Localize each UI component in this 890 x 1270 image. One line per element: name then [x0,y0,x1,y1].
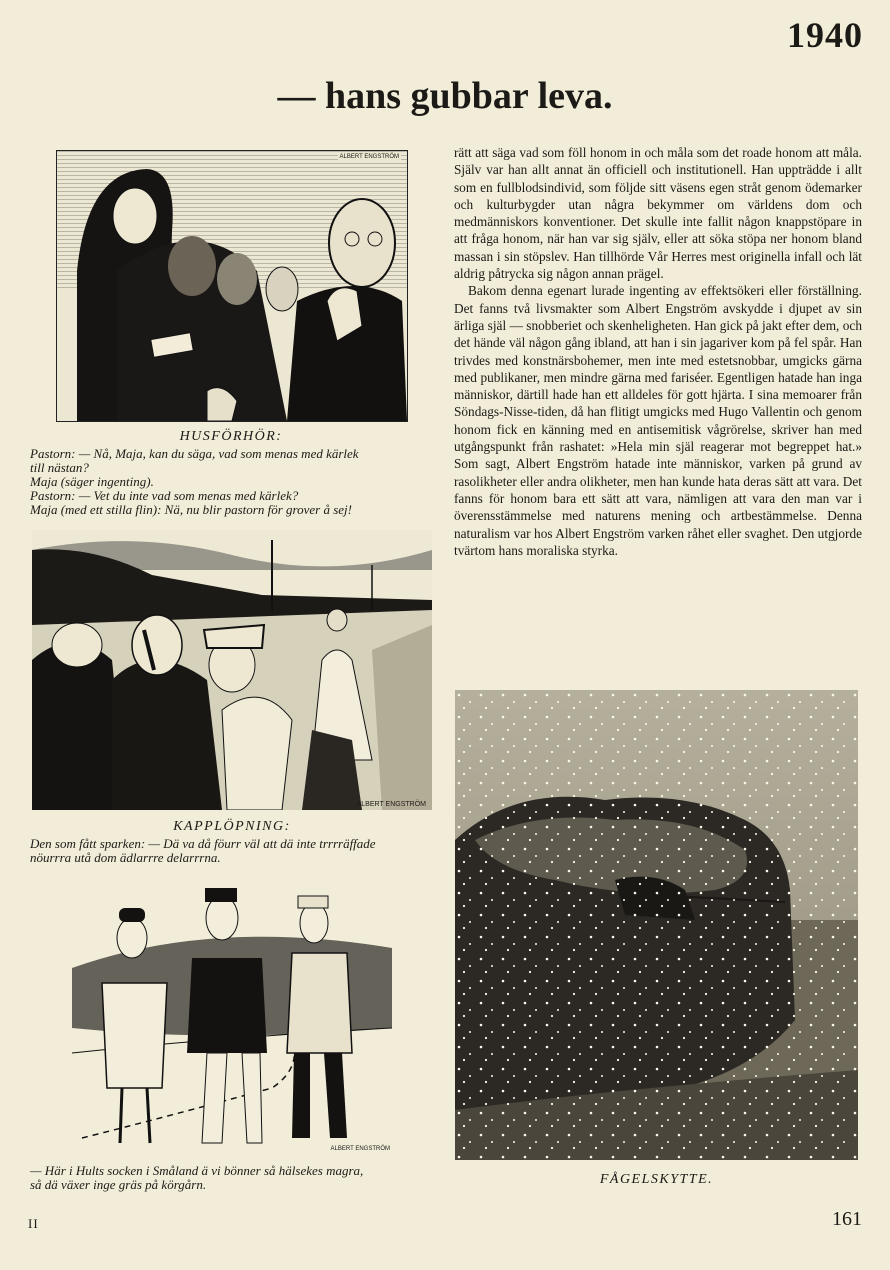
husforhor-line: till nästan? [30,460,89,475]
kapplopning-signature: ALBERT ENGSTRÖM [356,801,426,808]
illustration-hults-socken [62,878,400,1158]
fagelskytte-caption-title: FÅGELSKYTTE. [599,1172,714,1187]
body-text [454,144,862,559]
husforhor-line: Maja (säger ingenting). [30,474,154,489]
husforhor-caption [30,447,435,517]
hults-line: så dä växer inge gräs på körgårn. [30,1177,207,1192]
hults-drawing [62,878,400,1158]
husforhor-line: Maja (med ett stilla flin): Nä, nu blir pastorn för grover å sej! [30,502,352,517]
husforhor-line: Pastorn: — Vet du inte vad som menas med kärlek? [30,488,299,503]
kapplopning-caption [30,837,435,865]
husforhor-line: Pastorn: — Nå, Maja, kan du säga, vad som menas med kärlek [30,446,359,461]
year-heading: 1940 [787,15,863,55]
hults-caption [30,1164,435,1192]
kapplopning-line: Den som fått sparken: — Dä va då föurr väl att dä inte trrrräffade [30,836,376,851]
body-paragraph: rätt att säga vad som föll honom in och måla som det roade honom att måla. Själv var han allt annat än officiell och institutionell. Han uppträdde i allt som en fullblodsindivid, som följde sitt väsens egen stråt genom ödemarker och kulturbygder utan några bekymmer om världens dom och medmänniskors konventioner. Det skulle inte fallit någon knappstöpare in att fråga honom, när han var sig själv, eller att söka stöpa ner honom bland massan i sin stöpslev. Han tillhörde Vår Herres mest originella infall och lät aldrig påtrycka sig någon annan prägel. [454,145,862,282]
illustration-husforhor [56,150,408,422]
kapplopning-caption-title: KAPPLÖPNING: [173,819,291,834]
husforhor-caption-title: HUSFÖRHÖR: [179,429,283,444]
page-headline: — hans gubbar leva. [277,75,613,117]
signature-mark: II [28,1216,39,1231]
husforhor-drawing [57,151,407,421]
body-paragraph: Bakom denna egenart lurade ingenting av effektsökeri eller förställning. Det fanns två livsmakter som Albert Engström avskydde i djupet av sin ärliga själ — snobberiet och skenheligheten. Han gick på jakt efter dem, och det hände väl någon gång ibland, att han i sin jagariver kom på fel spår. Han trivdes med konstnärsbohemer, men inte med estetsnobbar, umgicks gärna med publikaner, men mindre gärna med fariséer. Egentligen hatade han inga människor, därtill hade han ett alldeles för gott hjärta. I sina memoarer från Söndags-Nisse-tiden, då han flitigt umgicks med Hugo Vallentin och genom honom fick en känning med en antisemitisk vågrörelse, skriver han med utgångspunkt från rashatet: »Hela min själ reagerar mot begreppet hat.» Som sagt, Albert Engström hatade inte människor, varken på grund av rasolikheter eller andra olikheter, men han kunde hata deras sätt att vara. Det fanns för honom bara ett sätt att vara, nämligen att vara den man var i överensstämmelse med naturens mening och artbestämmelse. Denna naturalism var hos Albert Engström varken råhet eller svaghet. Den utgjorde tvärtom hans moraliska styrka. [454,283,862,558]
kapplopning-line: nöurrra utå dom ädlarrre delarrrna. [30,850,221,865]
kapplopning-drawing [32,530,432,810]
page-number: 161 [832,1208,862,1230]
hults-signature: ALBERT ENGSTRÖM [330,1146,390,1152]
fagelskytte-drawing [455,690,858,1160]
illustration-kapplopning [32,530,432,810]
husforhor-signature: ALBERT ENGSTRÖM [339,154,399,160]
illustration-fagelskytte [455,690,858,1160]
hults-line: — Här i Hults socken i Småland ä vi bönner så hälsekes magra, [30,1163,364,1178]
